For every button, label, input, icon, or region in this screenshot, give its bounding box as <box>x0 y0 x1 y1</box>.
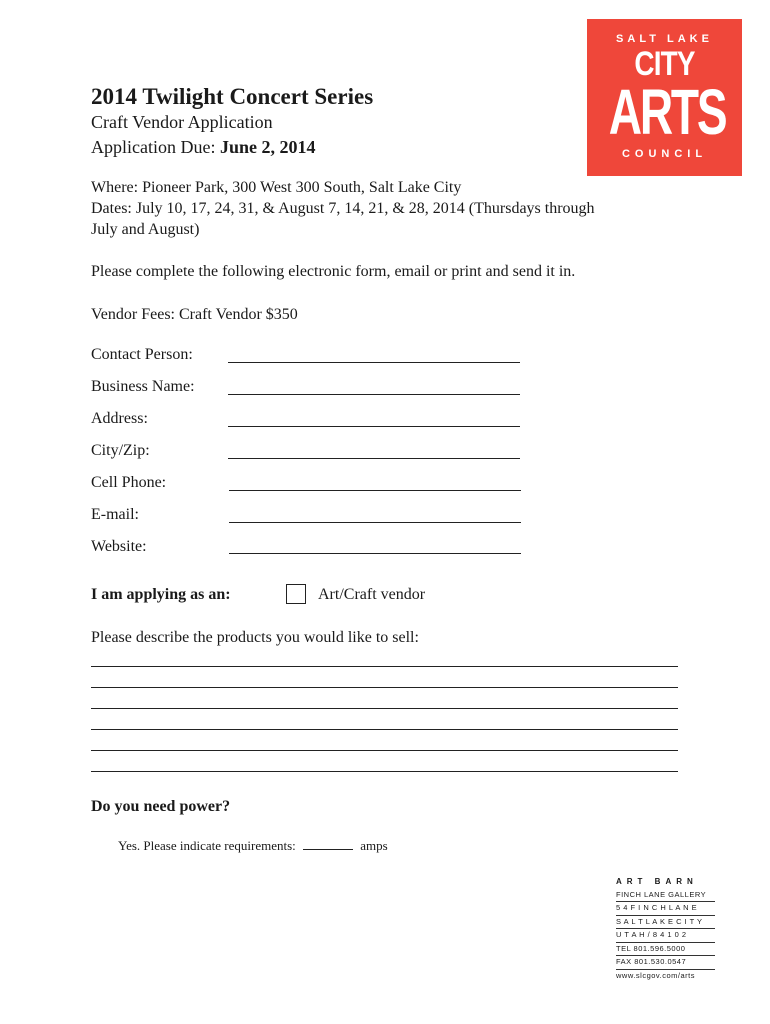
applying-as-label: I am applying as an: <box>91 586 231 603</box>
instructions: Please complete the following electronic form, email or print and send it in. <box>91 263 576 280</box>
address-line-art-barn: ART BARN <box>616 877 698 886</box>
address-label: Address: <box>91 410 148 427</box>
page-subtitle: Craft Vendor Application <box>91 112 273 132</box>
cell-phone-label: Cell Phone: <box>91 474 167 491</box>
power-yes-text: Yes. Please indicate requirements: <box>118 838 296 853</box>
business-name-label: Business Name: <box>91 378 195 395</box>
cell-phone-field[interactable] <box>229 490 521 491</box>
due-prefix: Application Due: <box>91 137 220 157</box>
page-title: 2014 Twilight Concert Series <box>91 84 374 109</box>
products-description-line[interactable] <box>91 750 678 751</box>
city-zip-field[interactable] <box>228 458 520 459</box>
email-label: E-mail: <box>91 506 139 523</box>
business-name-field[interactable] <box>228 394 520 395</box>
address-line-state-zip: U T A H / 8 4 1 0 2 <box>616 929 715 943</box>
products-description-line[interactable] <box>91 708 678 709</box>
event-location: Where: Pioneer Park, 300 West 300 South, Salt Lake City <box>91 179 462 196</box>
address-line-gallery: FINCH LANE GALLERY <box>616 889 715 903</box>
art-barn-address-block <box>616 876 715 982</box>
address-line-street: 5 4 F I N C H L A N E <box>616 902 715 916</box>
event-dates: Dates: July 10, 17, 24, 31, & August 7, 14, 21, & 28, 2014 (Thursdays through <box>91 200 595 217</box>
event-dates-continued: July and August) <box>91 221 200 238</box>
contact-person-field[interactable] <box>228 362 520 363</box>
power-question: Do you need power? <box>91 798 231 815</box>
address-line-fax: FAX 801.530.0547 <box>616 956 715 970</box>
products-description-line[interactable] <box>91 729 678 730</box>
products-description-line[interactable] <box>91 687 678 688</box>
application-due <box>91 137 316 158</box>
logo-line-salt-lake: SALT LAKE <box>616 33 713 45</box>
amps-unit: amps <box>360 838 388 853</box>
contact-person-label: Contact Person: <box>91 346 193 363</box>
art-craft-vendor-label: Art/Craft vendor <box>318 586 426 603</box>
logo-line-council: COUNCIL <box>621 148 708 160</box>
address-line-phone: TEL 801.596.5000 <box>616 943 715 957</box>
power-requirements-row <box>118 838 388 854</box>
address-line-website: www.slcgov.com/arts <box>616 970 695 980</box>
products-description-line[interactable] <box>91 771 678 772</box>
city-zip-label: City/Zip: <box>91 442 150 459</box>
email-field[interactable] <box>229 522 521 523</box>
logo-line-city: CITY <box>634 45 695 83</box>
logo-line-arts: ARTS <box>608 76 726 148</box>
describe-products-label: Please describe the products you would like to sell: <box>91 629 419 646</box>
website-label: Website: <box>91 538 147 555</box>
due-date: June 2, 2014 <box>219 137 316 157</box>
address-field[interactable] <box>228 426 520 427</box>
amps-field[interactable] <box>303 839 353 850</box>
salt-lake-city-arts-council-logo <box>587 19 742 176</box>
art-craft-vendor-checkbox[interactable] <box>286 584 306 604</box>
website-field[interactable] <box>229 553 521 554</box>
vendor-fees: Vendor Fees: Craft Vendor $350 <box>91 306 298 323</box>
address-line-city: S A L T L A K E C I T Y <box>616 916 715 930</box>
products-description-line[interactable] <box>91 666 678 667</box>
